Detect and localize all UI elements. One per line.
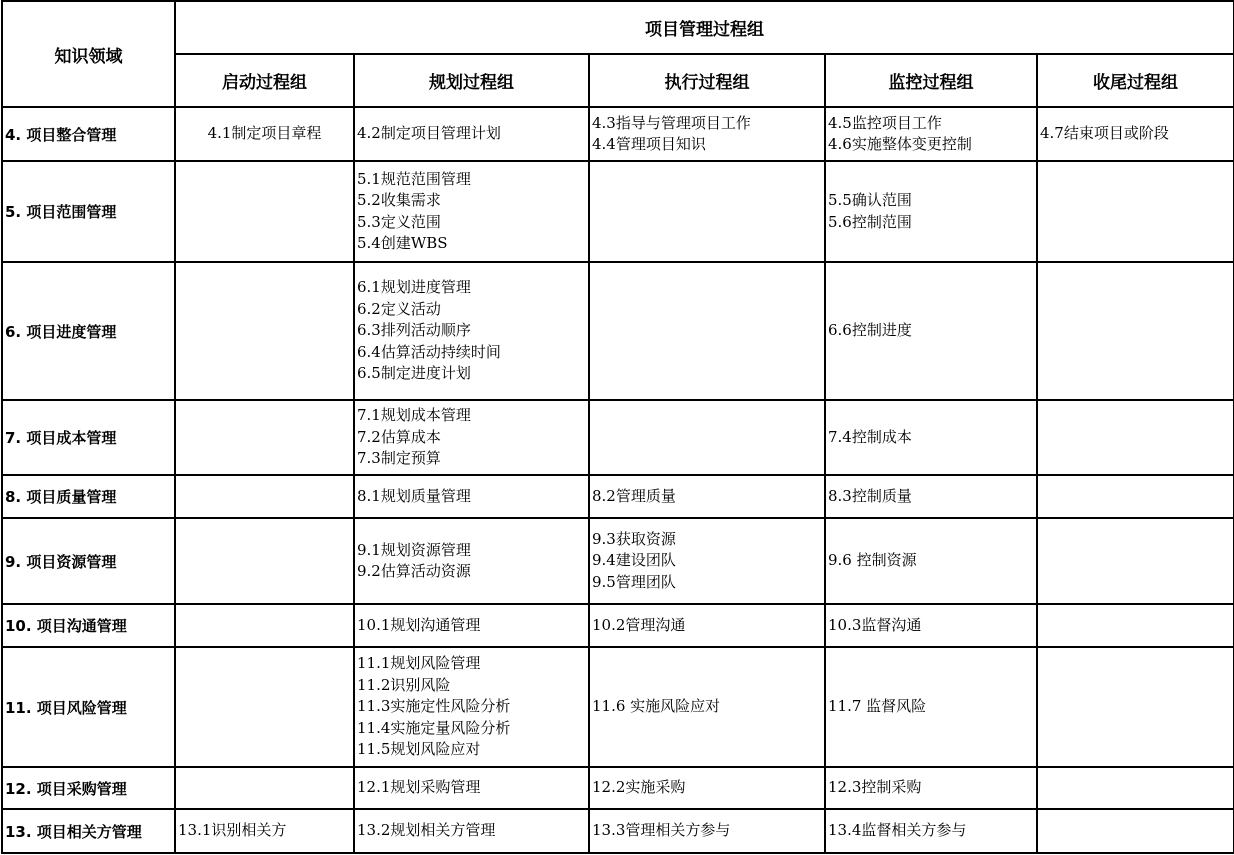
- group-header-monitoring: 监控过程组: [825, 54, 1037, 107]
- process-cell-initiating: [175, 400, 354, 475]
- process-cell-planning: [354, 604, 589, 647]
- process-item: 5.3定义范围: [357, 212, 441, 231]
- process-cell-executing: [589, 767, 825, 809]
- process-cell-closing: [1037, 400, 1234, 475]
- process-cell-initiating: [175, 107, 354, 161]
- process-cell-planning: [354, 107, 589, 161]
- process-item: 9.3获取资源: [592, 529, 676, 548]
- knowledge-area-cell: 11. 项目风险管理: [2, 647, 175, 767]
- process-item: 13.1识别相关方: [178, 821, 287, 840]
- knowledge-area-cell: 9. 项目资源管理: [2, 518, 175, 604]
- process-groups-title: 项目管理过程组: [175, 1, 1234, 54]
- table-row: [2, 400, 1234, 475]
- table-row: [2, 161, 1234, 262]
- process-item: 5.1规范范围管理: [357, 169, 471, 188]
- process-item: 5.4创建WBS: [357, 234, 448, 252]
- process-cell-initiating: [175, 262, 354, 400]
- knowledge-area-header: 知识领域: [2, 1, 175, 107]
- process-cell-planning: [354, 161, 589, 262]
- process-item: 12.3控制采购: [828, 778, 922, 797]
- table-row: [2, 767, 1234, 809]
- process-item: 13.2规划相关方管理: [357, 821, 496, 840]
- process-item: 4.1制定项目章程: [207, 124, 322, 143]
- process-item: 8.1规划质量管理: [357, 486, 471, 505]
- process-cell-executing: [589, 809, 825, 853]
- process-cell-closing: [1037, 475, 1234, 518]
- process-cell-closing: [1037, 767, 1234, 809]
- table-row: [2, 809, 1234, 853]
- process-item: 6.6控制进度: [828, 321, 912, 340]
- process-item: 9.6 控制资源: [828, 551, 917, 570]
- process-cell-monitoring: [825, 647, 1037, 767]
- process-cell-planning: [354, 518, 589, 604]
- process-item: 8.3控制质量: [828, 486, 912, 505]
- process-item: 9.2估算活动资源: [357, 562, 471, 580]
- process-cell-monitoring: [825, 518, 1037, 604]
- knowledge-area-cell: 6. 项目进度管理: [2, 262, 175, 400]
- process-cell-executing: [589, 262, 825, 400]
- process-item: 13.3管理相关方参与: [592, 821, 731, 840]
- process-cell-initiating: [175, 647, 354, 767]
- process-cell-monitoring: [825, 107, 1037, 161]
- process-item: 9.5管理团队: [592, 572, 676, 591]
- process-item: 11.5规划风险应对: [357, 740, 481, 759]
- group-header-closing: 收尾过程组: [1037, 54, 1234, 107]
- process-cell-initiating: [175, 518, 354, 604]
- group-header-executing: 执行过程组: [589, 54, 825, 107]
- process-cell-monitoring: [825, 475, 1037, 518]
- process-cell-executing: [589, 161, 825, 262]
- process-item: 6.1规划进度管理: [357, 278, 471, 297]
- process-cell-planning: [354, 400, 589, 475]
- process-cell-monitoring: [825, 809, 1037, 853]
- process-item: 7.4控制成本: [828, 427, 912, 446]
- process-cell-closing: [1037, 647, 1234, 767]
- process-item: 11.1规划风险管理: [357, 654, 481, 673]
- knowledge-area-cell: 4. 项目整合管理: [2, 107, 175, 161]
- process-item: 5.2收集需求: [357, 191, 441, 209]
- process-cell-closing: [1037, 809, 1234, 853]
- process-item: 12.1规划采购管理: [357, 778, 481, 797]
- process-item: 6.5制定进度计划: [357, 364, 471, 383]
- process-item: 11.7 监督风险: [828, 697, 927, 716]
- process-cell-closing: [1037, 161, 1234, 262]
- process-cell-planning: [354, 262, 589, 400]
- process-cell-initiating: [175, 604, 354, 647]
- process-item: 7.3制定预算: [357, 449, 441, 468]
- process-cell-monitoring: [825, 262, 1037, 400]
- process-item: 10.1规划沟通管理: [357, 615, 481, 634]
- process-item: 9.1规划资源管理: [357, 540, 471, 559]
- process-cell-closing: [1037, 107, 1234, 161]
- process-item: 10.3监督沟通: [828, 615, 922, 634]
- table-row: [2, 518, 1234, 604]
- process-cell-closing: [1037, 518, 1234, 604]
- table-body: [2, 107, 1234, 853]
- table-row: [2, 262, 1234, 400]
- process-item: 4.5监控项目工作: [828, 113, 942, 132]
- process-item: 13.4监督相关方参与: [828, 821, 967, 840]
- process-cell-planning: [354, 767, 589, 809]
- process-cell-planning: [354, 475, 589, 518]
- process-item: 6.4估算活动持续时间: [357, 342, 501, 361]
- process-item: 10.2管理沟通: [592, 615, 686, 634]
- process-item: 5.5确认范围: [828, 191, 912, 209]
- process-item: 11.4实施定量风险分析: [357, 718, 511, 737]
- group-header-initiating: 启动过程组: [175, 54, 354, 107]
- process-item: 5.6控制范围: [828, 212, 912, 231]
- process-cell-planning: [354, 647, 589, 767]
- table-row: [2, 475, 1234, 518]
- process-cell-initiating: [175, 475, 354, 518]
- table-row: [2, 107, 1234, 161]
- knowledge-area-cell: 13. 项目相关方管理: [2, 809, 175, 853]
- knowledge-area-cell: 8. 项目质量管理: [2, 475, 175, 518]
- process-item: 4.3指导与管理项目工作: [592, 113, 751, 132]
- process-cell-closing: [1037, 604, 1234, 647]
- process-cell-executing: [589, 475, 825, 518]
- table-row: [2, 647, 1234, 767]
- process-item: 4.7结束项目或阶段: [1040, 124, 1169, 143]
- process-cell-executing: [589, 518, 825, 604]
- process-cell-executing: [589, 647, 825, 767]
- group-header-planning: 规划过程组: [354, 54, 589, 107]
- process-item: 4.4管理项目知识: [592, 135, 706, 153]
- process-item: 4.2制定项目管理计划: [357, 124, 501, 143]
- process-cell-executing: [589, 604, 825, 647]
- process-cell-planning: [354, 809, 589, 853]
- process-cell-monitoring: [825, 161, 1037, 262]
- table-row: [2, 604, 1234, 647]
- knowledge-area-cell: 10. 项目沟通管理: [2, 604, 175, 647]
- process-cell-initiating: [175, 809, 354, 853]
- process-item: 6.3排列活动顺序: [357, 321, 471, 340]
- knowledge-area-cell: 12. 项目采购管理: [2, 767, 175, 809]
- knowledge-area-cell: 5. 项目范围管理: [2, 161, 175, 262]
- process-cell-closing: [1037, 262, 1234, 400]
- process-item: 11.2识别风险: [357, 675, 451, 694]
- process-item: 7.1规划成本管理: [357, 406, 471, 425]
- knowledge-area-cell: 7. 项目成本管理: [2, 400, 175, 475]
- process-cell-initiating: [175, 767, 354, 809]
- process-cell-monitoring: [825, 604, 1037, 647]
- process-item: 11.6 实施风险应对: [592, 697, 721, 716]
- header-row-top: [2, 1, 1234, 54]
- process-item: 6.2定义活动: [357, 299, 441, 318]
- process-item: 7.2估算成本: [357, 427, 441, 446]
- process-cell-monitoring: [825, 400, 1037, 475]
- process-item: 4.6实施整体变更控制: [828, 135, 972, 153]
- process-cell-monitoring: [825, 767, 1037, 809]
- process-cell-executing: [589, 107, 825, 161]
- process-cell-executing: [589, 400, 825, 475]
- header-row-groups: [2, 54, 1234, 107]
- process-item: 9.4建设团队: [592, 551, 676, 570]
- process-item: 8.2管理质量: [592, 486, 676, 505]
- process-item: 12.2实施采购: [592, 778, 686, 797]
- process-group-table: [1, 0, 1234, 854]
- process-cell-initiating: [175, 161, 354, 262]
- process-item: 11.3实施定性风险分析: [357, 697, 511, 716]
